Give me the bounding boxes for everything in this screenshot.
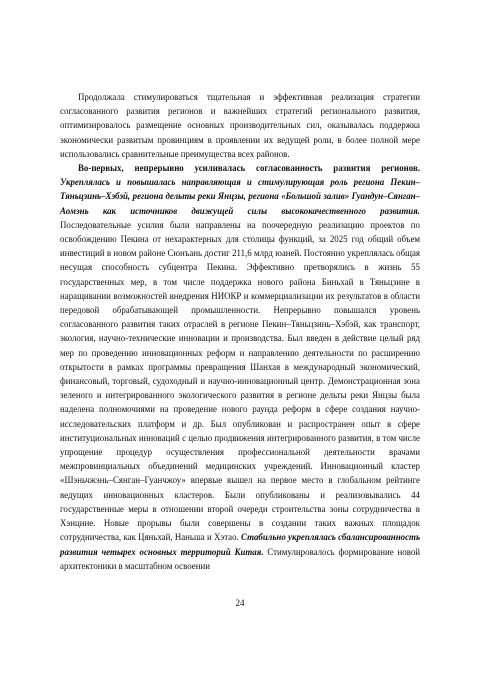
- body-text: Последовательные усилия были направлены на поочередную реализацию проектов по освобождению Пекина от нехарактерных для столицы функций, за 2025 год общий объем инвестиций в новом районе Сюнъань достиг 211,6 млрд юаней. Постоянно укреплялась общая несущая способность субцентра Пекина. Эффективно претворялись в жизнь 55 государственных мер, в том числе поддержка нового района Биньхай в Тяньцзине в наращивании возможностей внедрения НИОКР и коммерциализации их результатов в области передовой обрабатывающей промышленности. Непрерывно повышался уровень согласованного развития таких отраслей в регионе Пекин–Тяньцзинь–Хэбэй, как транспорт, экология, научно-технические инновации и производства. Был введен в действие целый ряд мер по проведению инновационных реформ и направлению деятельности по расширению открытости в рамках программы превращения Шанхая в международный экономический, финансовый, торговый, судоходный и научно-инновационный центр. Демонстрационная зона зеленого и интегрированного экологического развития в регионе дельты реки Янцзы была наделена полномочиями на проведение нового раунда реформ в сфере создания научно-исследовательских платформ и др. Был опубликован и распространен опыт в сфере институциональных инноваций с целью продвижения интегрированного развития, в том числе упрощение процедур осуществления профессиональной деятельности врачами межпровинциальных объединений медицинских учреждений. Инновационный кластер «Шэньчжэнь–Сянган–Гуанчжоу» впервые вышел на первое место в глобальном рейтинге ведущих инновационных кластеров. Были опубликованы и реализовывались 44 государственные меры в отношении второй очереди строительства зоны сотрудничества в Хэнцине. Новые прорывы были совершены в создании таких важных площадок сотрудничества, как Цяньхай, Наньша и Хэтао.: [60, 219, 420, 543]
- section-heading: Во-первых, непрерывно усиливалась согласованность развития регионов.: [78, 163, 420, 174]
- emphasis-text-2: Стабильно укреплялась сбалансированность развития четырех основных территорий Китая.: [60, 532, 421, 557]
- emphasis-text: Укреплялась и повышалась направляющая и стимулирующая роль региона Пекин–Тяньцзинь–Хэбэй, региона дельты реки Янцзы, региона «Большой залив» Гуандун–Сянган–Аомэнь как источников движущей силы высококачественного развития.: [60, 177, 420, 216]
- body-text-2: Стимулировалось формирование новой архитектоники в масштабном освоении: [60, 546, 421, 571]
- document-body: [60, 90, 420, 573]
- paragraph-regional-coordination: [60, 161, 420, 573]
- page-number: 24: [235, 598, 245, 608]
- paragraph-intro: Продолжала стимулироваться тщательная и эффективная реализация стратегии согласованного развития регионов и важнейших стратегий регионального развития, оптимизировалось размещение основных производительных сил, оказывалась поддержка экономически развитым провинциям в проявлении их ведущей роли, в более полной мере использовались сравнительные преимущества всех районов.: [60, 92, 420, 159]
